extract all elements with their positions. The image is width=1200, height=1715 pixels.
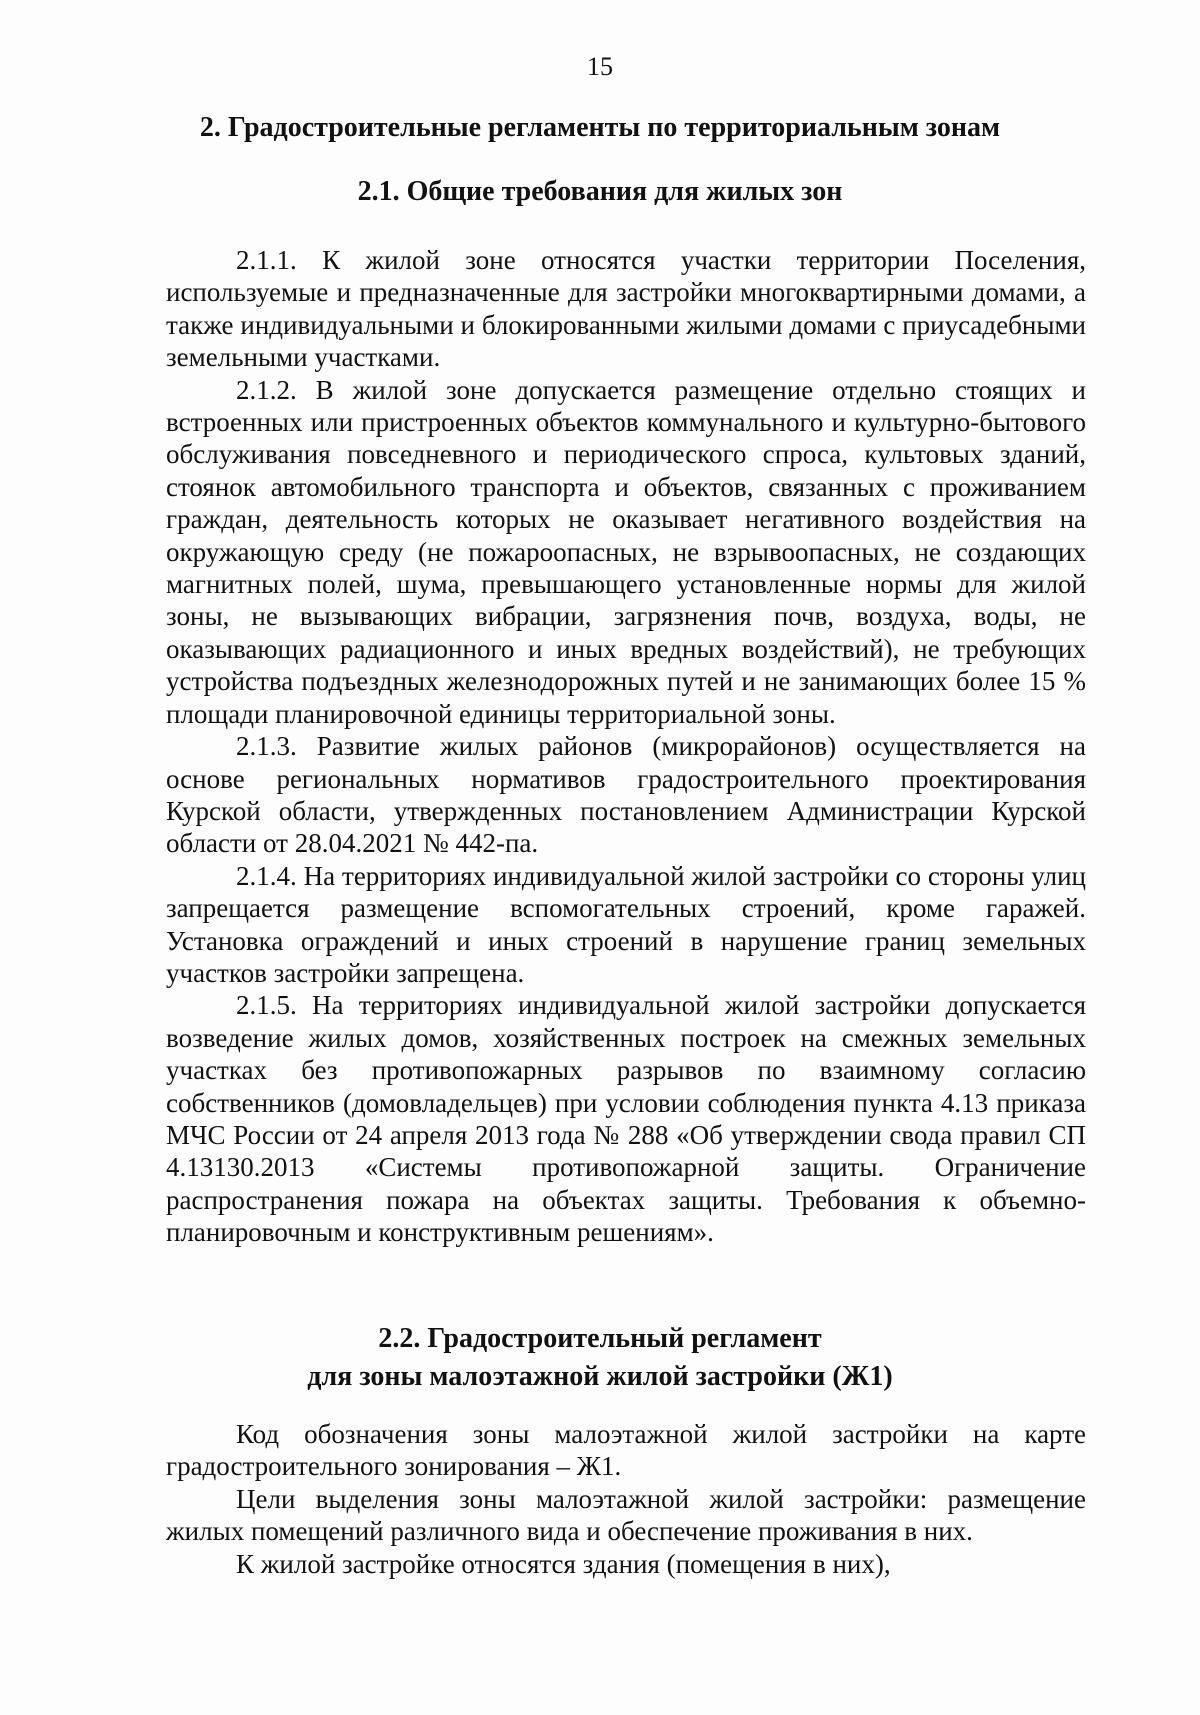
paragraph-2-1-5: 2.1.5. На территориях индивидуальной жилой застройки допускается возведение жилых домов, хозяйственных построек на смежных земельных участках без противопожарных разрывов по взаимному согласию собственников (домовладельцев) при условии соблюдения пункта 4.13 приказа МЧС России от 24 апреля 2013 года № 288 «Об утверждении свода правил СП 4.13130.2013 «Системы противопожарной защиты. Ограничение распространения пожара на объектах защиты. Требования к объемно- планировочным и конструктивным решениям». [166,990,1086,1248]
paragraph-2-1-2: 2.1.2. В жилой зоне допускается размещение отдельно стоящих и встроенных или пристроенных объектов коммунального и культурно-бытового обслуживания повседневного и периодического спроса, культовых зданий, стоянок автомобильного транспорта и объектов, связанных с проживанием граждан, деятельность которых не оказывает негативного воздействия на окружающую среду (не пожароопасных, не взрывоопасных, не создающих магнитных полей, шума, превышающего установленные нормы для жилой зоны, не вызывающих вибрации, загрязнения почв, воздуха, воды, не оказывающих радиационного и иных вредных воздействий), не требующих устройства подъездных железнодорожных путей и не занимающих более 15 % площади планировочной единицы территориальной зоны. [166,374,1086,729]
subsection-title-2-1: 2.1. Общие требования для жилых зон [357,176,843,207]
subsection-2-2-body [166,1418,1086,1580]
page-number: 15 [587,52,613,81]
section-title: 2. Градостроительные регламенты по территориальным зонам [199,112,1001,143]
paragraph-zone-code: Код обозначения зоны малоэтажной жилой застройки на карте градостроительного зонирования – Ж1. [166,1419,1086,1482]
subsection-2-1-body [166,244,1086,1249]
paragraph-2-1-1: 2.1.1. К жилой зоне относятся участки территории Поселения, используемые и предназначенные для застройки многоквартирными домами, а также индивидуальными и блокированными жилыми домами с приусадебными земельными участками. [166,245,1086,373]
subsection-title-2-2-line1: 2.2. Градостроительный регламент [378,1323,822,1354]
subsection-title-2-2-line2: для зоны малоэтажной жилой застройки (Ж1) [307,1361,893,1392]
paragraph-zone-goals: Цели выделения зоны малоэтажной жилой застройки: размещение жилых помещений различного вида и обеспечение проживания в них. [166,1483,1086,1547]
paragraph-2-1-4: 2.1.4. На территориях индивидуальной жилой застройки со стороны улиц запрещается размещение вспомогательных строений, кроме гаражей. Установка ограждений и иных строений в нарушение границ земельных участков застройки запрещена. [166,860,1086,988]
subsection-title-2-2 [100,1320,1100,1396]
paragraph-2-1-3: 2.1.3. Развитие жилых районов (микрорайонов) осуществляется на основе региональных нормативов градостроительного проектирования Курской области, утвержденных постановлением Администрации Курской области от 28.04.2021 № 442-па. [166,731,1086,859]
paragraph-residential-buildings: К жилой застройке относятся здания (помещения в них), [236,1548,891,1579]
